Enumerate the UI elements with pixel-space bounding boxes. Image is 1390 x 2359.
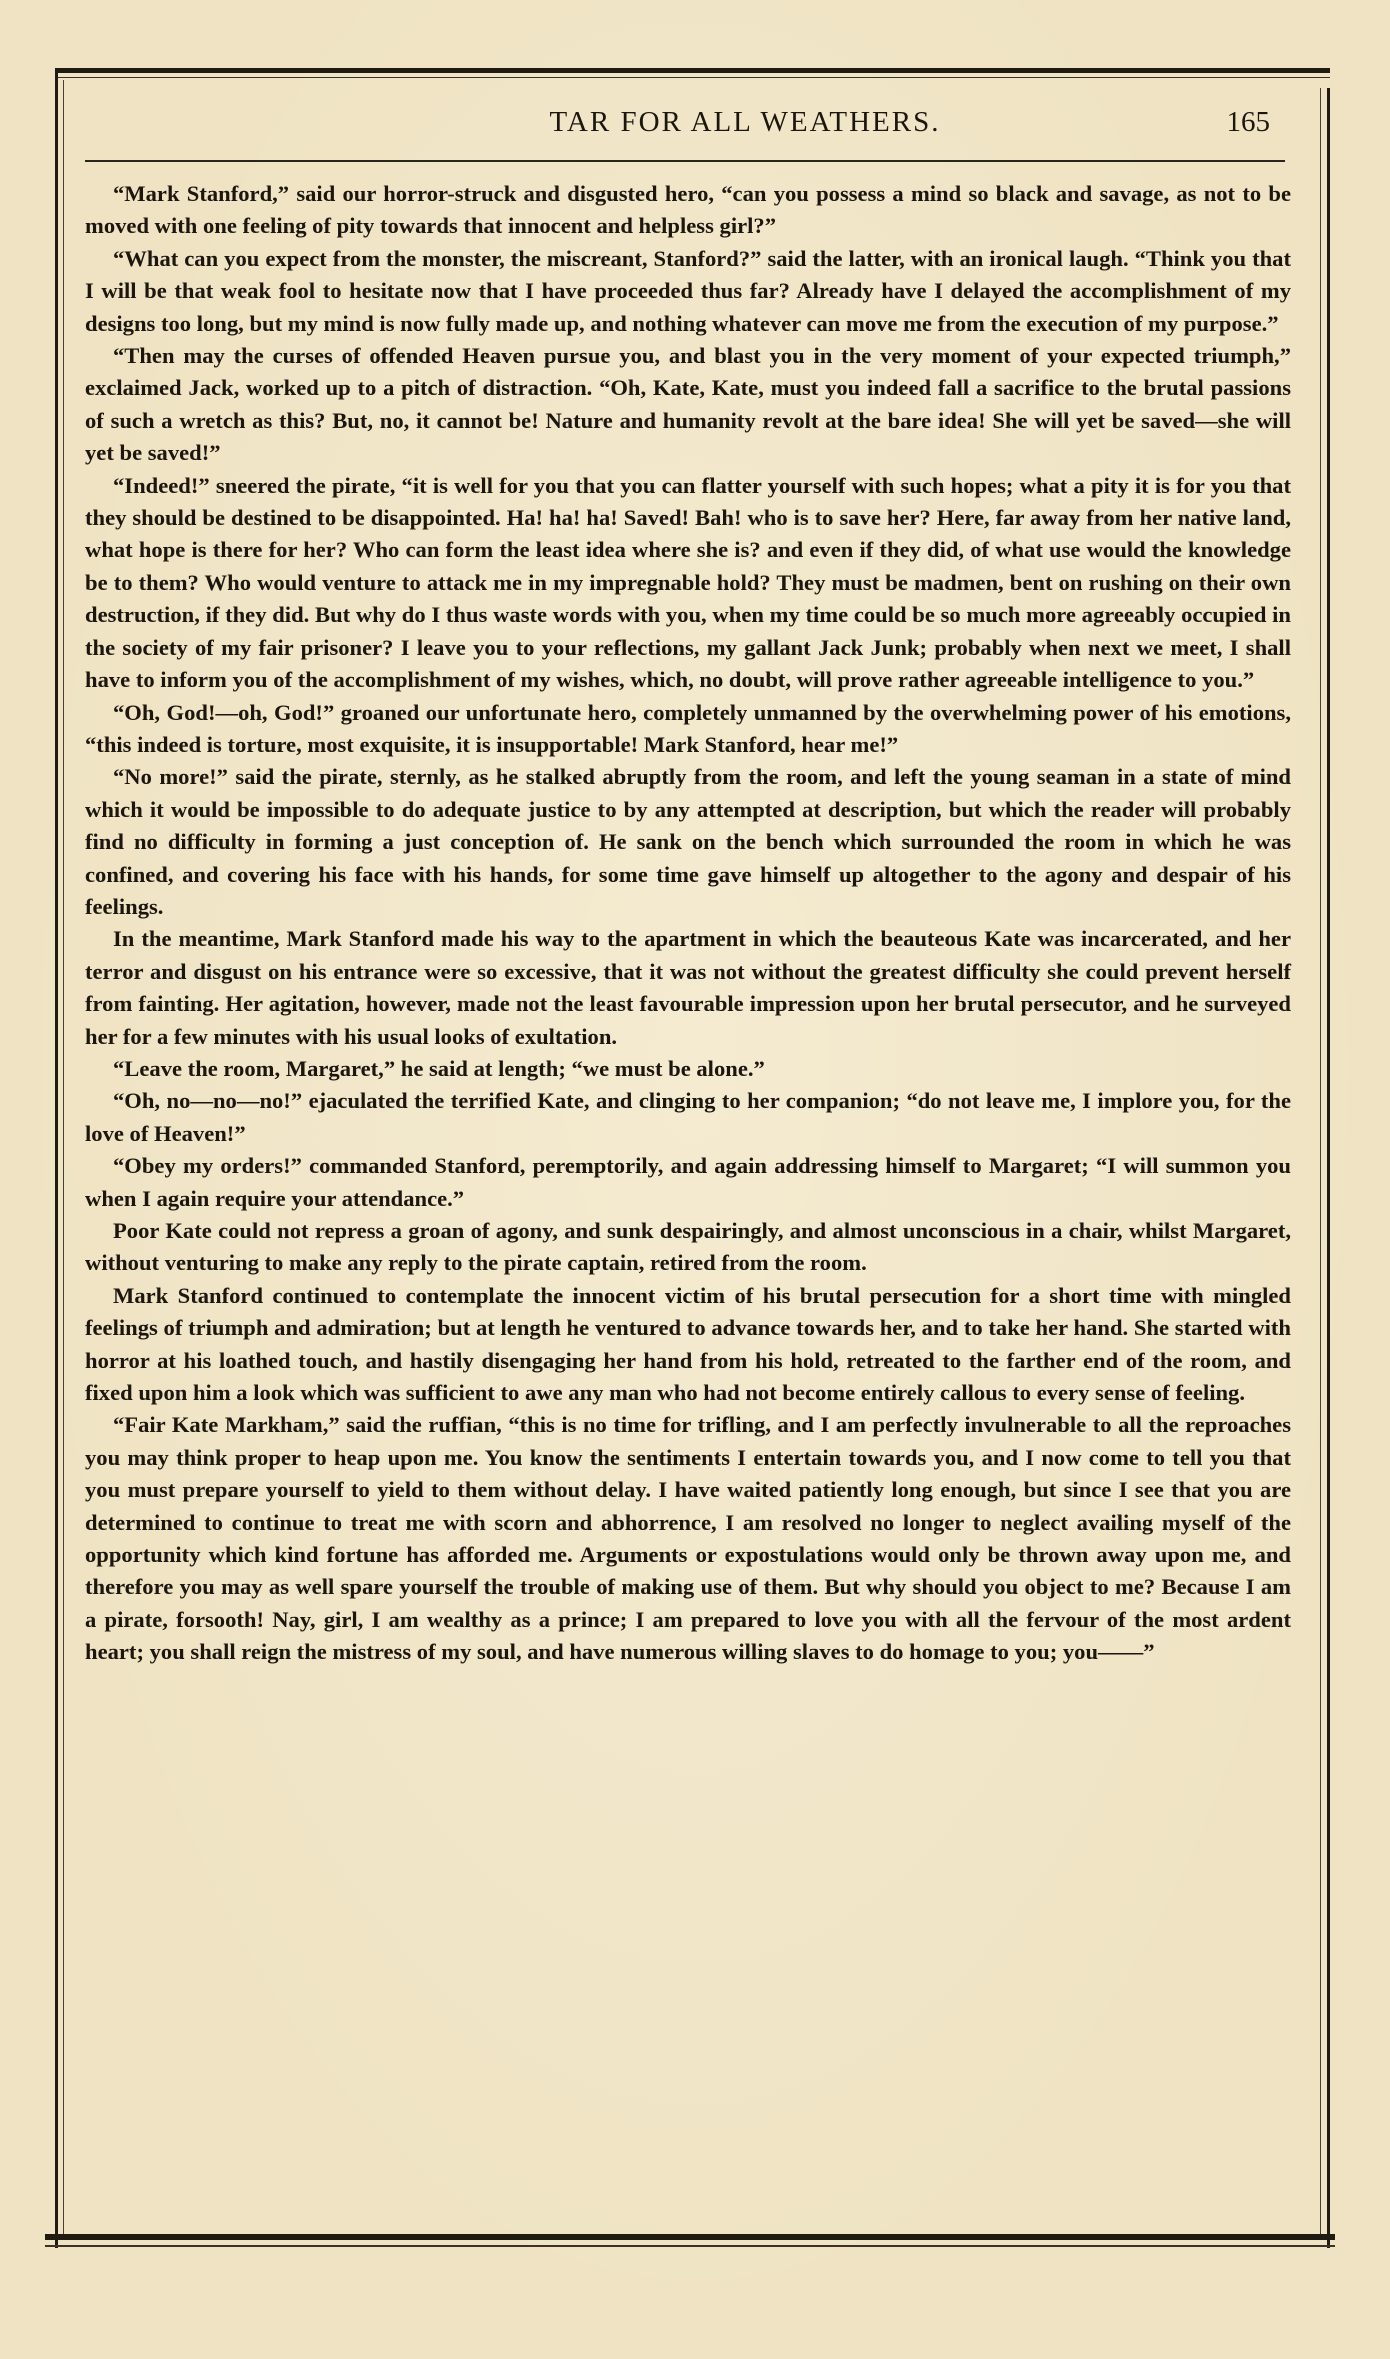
bottom-border-thin-rule <box>45 2245 1335 2247</box>
paragraph: In the meantime, Mark Stanford made his way to the apartment in which the beauteous Kate was incarcerated, and her terror and disgust on his entrance were so excessive, that it was not without the greatest difficulty she could prevent herself from fainting. Her agitation, however, made not the least favourable impression upon her brutal persecutor, and he surveyed her for a few minutes with his usual looks of exultation. <box>85 926 1291 1049</box>
paragraph: “Mark Stanford,” said our horror-struck and disgusted hero, “can you possess a mind so black and savage, as not to be moved with one feeling of pity towards that innocent and helpless girl?” <box>85 181 1291 239</box>
paragraph: Poor Kate could not repress a groan of agony, and sunk despairingly, and almost unconscious in a chair, whilst Margaret, without venturing to make any reply to the pirate captain, retired from the room. <box>85 1218 1291 1276</box>
paragraph: “Oh, no—no—no!” ejaculated the terrified Kate, and clinging to her companion; “do not leave me, I implore you, for the love of Heaven!” <box>85 1088 1291 1146</box>
paragraph: “Indeed!” sneered the pirate, “it is well for you that you can flatter yourself with such hopes; what a pity it is for you that they should be destined to be disappointed. Ha! ha! ha! Saved! Bah! who is to save her? Here, far away from her native land, what hope is there for her? Who can form the least idea where she is? and even if they did, of what use would the knowledge be to them? Who would venture to attack me in my impregnable hold? They must be madmen, bent on rushing on their own destruction, if they did. But why do I thus waste words with you, when my time could be so much more agreeably occupied in the society of my fair prisoner? I leave you to your reflections, my gallant Jack Junk; probably when next we meet, I shall have to inform you of the accomplishment of my wishes, which, no doubt, will prove rather agreeable intelligence to you.” <box>85 472 1291 693</box>
paragraph: “Obey my orders!” commanded Stanford, peremptorily, and again addressing himself to Margaret; “I will summon you when I again require your attendance.” <box>85 1153 1291 1211</box>
header-rule <box>85 160 1285 162</box>
left-border-rule <box>55 68 58 2248</box>
page-header <box>70 100 1270 150</box>
paragraph: “Fair Kate Markham,” said the ruffian, “this is no time for trifling, and I am perfectly invulnerable to all the reproaches you may think proper to heap upon me. You know the sentiments I entertain towards you, and I now come to tell you that you must prepare yourself to yield to them without delay. I have waited patiently long enough, but since I see that you are determined to continue to treat me with scorn and abhorrence, I am resolved no longer to neglect availing myself of the opportunity which kind fortune has afforded me. Arguments or expostulations would only be thrown away upon me, and therefore you may as well spare yourself the trouble of making use of them. But why should you object to me? Because I am a pirate, forsooth! Nay, girl, I am wealthy as a prince; I am prepared to love you with all the fervour of the most ardent heart; you shall reign the mistress of my soul, and have numerous willing slaves to do homage to you; you——” <box>85 1412 1291 1665</box>
paragraph: “Leave the room, Margaret,” he said at length; “we must be alone.” <box>113 1055 765 1081</box>
running-title: TAR FOR ALL WEATHERS. <box>549 106 941 138</box>
paragraph: “Oh, God!—oh, God!” groaned our unfortunate hero, completely unmanned by the overwhelming power of his emotions, “this indeed is torture, most exquisite, it is insupportable! Mark Stanford, hear me!” <box>85 699 1291 757</box>
right-inner-border-rule <box>1320 88 1321 2238</box>
paragraph: “No more!” said the pirate, sternly, as he stalked abruptly from the room, and left the young seaman in a state of mind which it would be impossible to do adequate justice to by any attempted at description, but which the reader will probably find no difficulty in forming a just conception of. He sank on the bench which surrounded the room in which he was confined, and covering his face with his hands, for some time gave himself up altogether to the agony and despair of his feelings. <box>85 764 1291 919</box>
left-inner-border-rule <box>63 80 64 2240</box>
right-border-rule <box>1327 88 1330 2248</box>
top-border-thin-rule <box>55 77 1330 78</box>
body-text <box>85 178 1291 1669</box>
paragraph: “What can you expect from the monster, the miscreant, Stanford?” said the latter, with an ironical laugh. “Think you that I will be that weak fool to hesitate now that I have proceeded thus far? Already have I delayed the accomplishment of my designs too long, but my mind is now fully made up, and nothing whatever can move me from the execution of my purpose.” <box>85 245 1291 336</box>
bottom-border-rule <box>45 2234 1335 2240</box>
paragraph: Mark Stanford continued to contemplate the innocent victim of his brutal persecution for a short time with mingled feelings of triumph and admiration; but at length he ventured to advance towards her, and to take her hand. She started with horror at his loathed touch, and hastily disengaging her hand from his hold, retreated to the farther end of the room, and fixed upon him a look which was sufficient to awe any man who had not become entirely callous to every sense of feeling. <box>85 1282 1291 1406</box>
paragraph: “Then may the curses of offended Heaven pursue you, and blast you in the very moment of your expected triumph,” exclaimed Jack, worked up to a pitch of distraction. “Oh, Kate, Kate, must you indeed fall a sacrifice to the brutal passions of such a wretch as this? But, no, it cannot be! Nature and humanity revolt at the bare idea! She will yet be saved—she will yet be saved!” <box>85 343 1291 466</box>
page-number: 165 <box>1226 106 1270 138</box>
top-border-rule <box>55 68 1330 73</box>
